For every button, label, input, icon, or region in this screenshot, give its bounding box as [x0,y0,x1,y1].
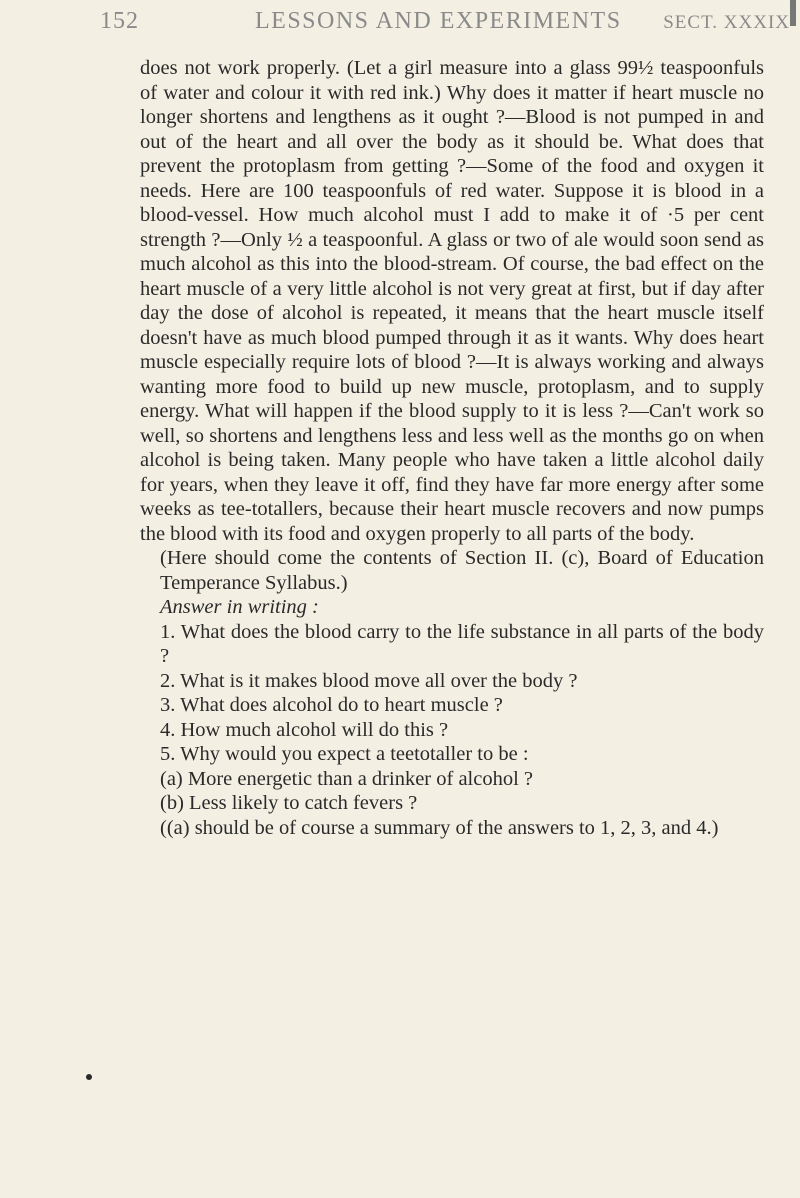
sub-question-a: (a) More energetic than a drinker of alcohol ? [160,767,534,790]
margin-dot [86,1074,92,1080]
sub-question-b: (b) Less likely to catch fevers ? [160,792,418,814]
question-2: 2. What is it makes blood move all over the body ? [160,669,578,692]
question-3: 3. What does alcohol do to heart muscle ? [160,694,503,716]
answer-heading: Answer in writing : [160,596,319,618]
section-label: SECT. XXXIX [663,12,790,33]
closing-note: ((a) should be of course a summary of the answers to 1, 2, 3, and 4.) [160,816,719,839]
page-header [100,8,790,48]
running-title: LESSONS AND EXPERIMENTS [255,8,622,34]
question-4: 4. How much alcohol will do this ? [160,718,449,741]
main-paragraph: does not work properly. (Let a girl measure into a glass 99½ teaspoonfuls of water and colour it with red ink.) Why does it matter if heart muscle no longer shortens and lengthens as it ought ?—Blood is not pumped in and out of the heart and all over the body as it should be. What does that prevent the protoplasm from getting ?—Some of the food and oxygen it needs. Here are 100 teaspoonfuls of red water. Suppose it is blood in a blood-vessel. How much alcohol must I add to make it of ·5 per cent strength ?—Only ½ a teaspoonful. A glass or two of ale would soon send as much alcohol as this into the blood-stream. Of course, the bad effect on the heart muscle of a very little alcohol is not very great at first, but if day after day the dose of alcohol is repeated, it means that the heart muscle itself doesn't have as much blood pumped through it as it wants. Why does heart muscle especially require lots of blood ?—It is always working and always wanting more food to build up new muscle, protoplasm, and to supply energy. What will happen if the blood supply to it is less ?—Can't work so well, so shortens and lengthens less and less well as the months go on when alcohol is being taken. Many people who have taken a little alcohol daily for years, when they leave it off, find they have far more energy after some weeks as tee-totallers, because their heart muscle recovers and now pumps the blood with its food and oxygen properly to all parts of the body. [140,57,764,545]
page-number: 152 [100,8,139,34]
question-1: 1. What does the blood carry to the life substance in all parts of the body ? [160,620,764,667]
question-5: 5. Why would you expect a teetotaller to be : [160,743,529,765]
body-text [140,56,764,840]
syllabus-note: (Here should come the contents of Section II. (c), Board of Education Temperance Syllabus.) [160,547,764,594]
page-edge-mark [790,0,796,26]
